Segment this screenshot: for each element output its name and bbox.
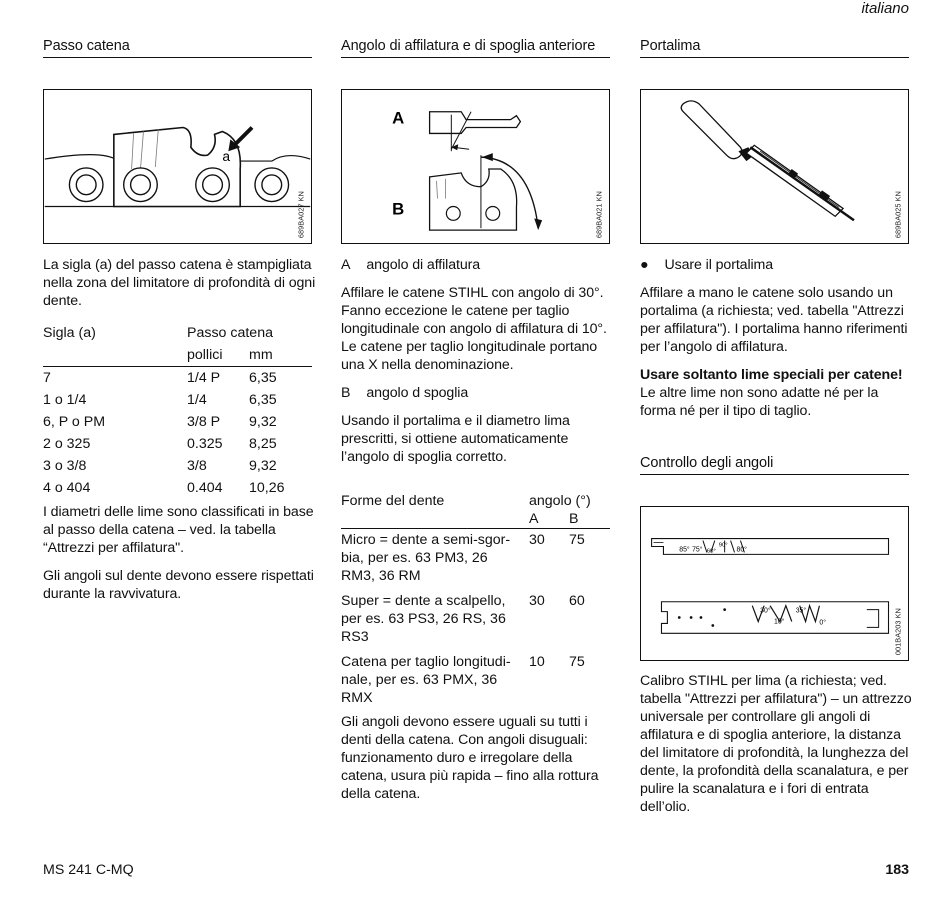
- table-row: 4 o 404 0.404 10,26: [43, 480, 285, 496]
- col2-text-top: [341, 256, 616, 476]
- tick-80: 80°: [736, 546, 747, 554]
- tick-90: 90°: [718, 542, 728, 549]
- col-B: B: [569, 511, 579, 527]
- table-row: 3 o 3/8 3/8 9,32: [43, 458, 277, 474]
- bullet-text: Usare il portalima: [664, 257, 774, 273]
- tick-60: 60°: [706, 548, 716, 555]
- other-files-text: Le altre lime non sono adatte né per la forma né per il tipo di taglio.: [640, 385, 879, 419]
- tick-0: 0°: [819, 619, 827, 627]
- bullet-item: [640, 256, 915, 274]
- figure-file-holder: [640, 89, 909, 244]
- footer-model: MS 241 C-MQ: [43, 862, 134, 878]
- label-a: a: [222, 148, 231, 165]
- col-forme: Forme del dente: [341, 493, 445, 509]
- tooth-table: [341, 492, 610, 712]
- table-row: Micro = dente a semi-sgor-bia, per es. 63 PM3, 26 RM3, 36 RM 30 75: [341, 529, 610, 591]
- figure-chain-pitch: [43, 89, 312, 244]
- figure-code: 001BA203 KN: [893, 608, 903, 656]
- angles-illustration: [342, 90, 609, 243]
- sharpening-angle-text: Affilare le catene STIHL con angolo di 30°. Fanno eccezione le catene per taglio longitudinale con angolo di affilatura di 10°. Le catene per taglio longitudinale portano una X nella denominazione.: [341, 285, 607, 373]
- col-passo: Passo catena: [187, 325, 273, 341]
- table-row: 6, P o PM 3/8 P 9,32: [43, 414, 277, 430]
- tick-30: 30°: [760, 607, 771, 615]
- tick-75: 75°: [692, 546, 703, 554]
- heading-portalima: Portalima: [640, 38, 909, 58]
- bullet-dot: ●: [640, 257, 649, 273]
- uniform-angles-text: Gli angoli devono essere uguali su tutti i denti della catena. Con angoli disuguali: funzionamento duro e irregolare della catena, usura più rapida – fino alla rottura della catena.: [341, 714, 599, 802]
- figure-code: 689BA025 KN: [893, 191, 903, 239]
- table-row: 2 o 325 0.325 8,25: [43, 436, 277, 452]
- file-holder-illustration: [641, 90, 908, 243]
- col-pollici: pollici: [187, 347, 223, 363]
- rake-angle-text: Usando il portalima e il diametro lima prescritti, si ottiene automaticamente l’angolo di spoglia corretto.: [341, 413, 570, 465]
- figure-angles: [341, 89, 610, 244]
- item-B-label: angolo d spoglia: [366, 385, 469, 401]
- table-row: 1 o 1/4 1/4 6,35: [43, 392, 277, 408]
- pitch-table: [43, 322, 312, 499]
- tick-85: 85°: [679, 546, 690, 554]
- heading-passo-catena: Passo catena: [43, 38, 312, 58]
- page-number: 183: [885, 862, 909, 878]
- tick-10: 10°: [774, 618, 785, 626]
- heading-controllo: Controllo degli angoli: [640, 455, 909, 475]
- col-sigla: Sigla (a): [43, 325, 96, 341]
- gauge-description: Calibro STIHL per lima (a richiesta; ved. tabella "Attrezzi per affilatura") – un attrezzo universale per controllare gli angoli di affilatura e di spoglia anteriore, la distanza del limitatore di profondità, la lunghezza del dente, la profondità della scanalatura, e per pulire la scanalatura e i fori di entrata dell’olio.: [640, 673, 912, 815]
- col-A: A: [529, 511, 539, 527]
- file-holder-text: Affilare a mano le catene solo usando un portalima (a richiesta; ved. tabella "Attrezzi per affilatura"). I portalima hanno riferimenti per l’angolo di affilatura.: [640, 285, 908, 355]
- tick-35: 35°: [795, 607, 807, 615]
- item-A-label: angolo di affilatura: [366, 257, 481, 273]
- col-angolo: angolo (°): [529, 493, 591, 509]
- table-row: 7 1/4 P 6,35: [43, 367, 312, 390]
- item-A: [341, 256, 616, 274]
- item-A-letter: A: [341, 257, 351, 273]
- heading-angolo: Angolo di affilatura e di spoglia anteriore: [341, 38, 610, 58]
- item-B: [341, 384, 616, 402]
- figure-code: 689BA027 KN: [296, 191, 306, 239]
- table-row: Super = dente a scalpello, per es. 63 PS3, 26 RS, 36 RS3 30 60: [341, 593, 585, 645]
- col3-text-top: [640, 256, 915, 430]
- table-row: Catena per taglio longitudi-nale, per es. 63 PMX, 36 RMX 10 75: [341, 654, 585, 706]
- col1-text: [43, 503, 318, 613]
- pitch-rows: [43, 367, 312, 500]
- col-mm: mm: [249, 347, 273, 363]
- label-A: A: [392, 108, 405, 128]
- angle-note: Gli angoli sul dente devono essere rispettati durante la ravvivatura.: [43, 568, 314, 602]
- warning-text: Usare soltanto lime speciali per catene!: [640, 367, 903, 383]
- figure-gauge: [640, 506, 909, 661]
- language-label: italiano: [861, 0, 909, 17]
- file-diameter-note: I diametri delle lime sono classificati in base al passo della catena – ved. la tabella “Attrezzi per affilatura".: [43, 504, 314, 556]
- item-B-letter: B: [341, 385, 351, 401]
- chain-pitch-illustration: [44, 90, 311, 243]
- pitch-intro: La sigla (a) del passo catena è stampigliata nella zona del limitatore di profondità di ogni dente.: [43, 257, 316, 309]
- figure-code: 689BA021 KN: [594, 191, 604, 239]
- gauge-illustration: [641, 507, 908, 660]
- label-B: B: [392, 199, 405, 219]
